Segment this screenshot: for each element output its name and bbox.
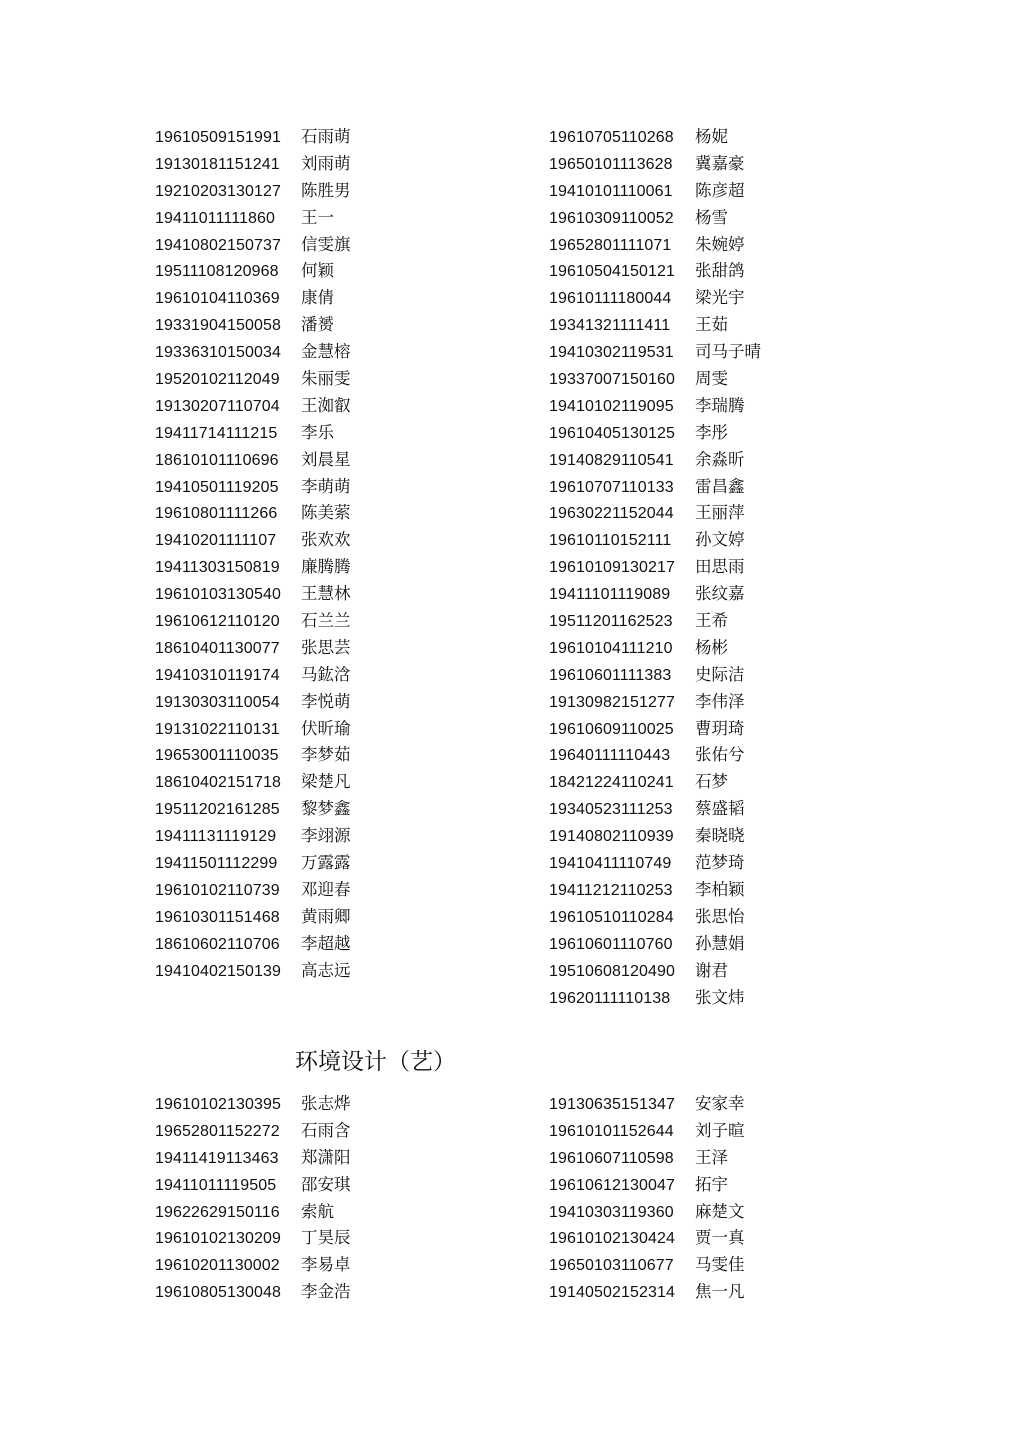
student-id: 19410501119205	[155, 478, 279, 496]
student-id: 18610101110696	[155, 451, 279, 469]
student-id: 19410102119095	[549, 397, 674, 415]
roster-row	[155, 232, 351, 259]
roster-row	[549, 742, 761, 769]
roster-row	[549, 1145, 745, 1172]
student-name: 廉腾腾	[301, 557, 351, 577]
student-name: 刘雨萌	[301, 153, 351, 173]
student-id: 19652801152272	[155, 1122, 280, 1140]
student-id: 19610104110369	[155, 290, 280, 308]
student-id: 19337007150160	[549, 371, 675, 389]
roster-row	[549, 178, 761, 205]
student-id: 19610707110133	[549, 478, 674, 496]
student-name: 李梦茹	[301, 745, 351, 765]
roster-row	[155, 1172, 351, 1199]
student-id: 19411501112299	[155, 855, 278, 873]
student-id: 19610110152111	[549, 532, 672, 550]
student-id: 19610607110598	[549, 1149, 674, 1167]
student-name: 张文炜	[695, 987, 745, 1007]
student-name: 孙慧娟	[695, 933, 745, 953]
student-id: 19620111110138	[549, 989, 671, 1007]
student-id: 19610509151991	[155, 129, 281, 146]
roster-row	[549, 474, 761, 501]
student-name: 刘子暄	[695, 1120, 745, 1140]
student-id: 19610301151468	[155, 908, 280, 926]
student-id: 19410302119531	[549, 344, 674, 362]
roster-row	[155, 877, 351, 904]
roster-row	[155, 769, 351, 796]
student-name: 李乐	[301, 422, 334, 442]
student-id: 19510608120490	[549, 962, 675, 980]
student-id: 19410402150139	[155, 962, 281, 980]
student-id: 19630221152044	[549, 505, 674, 523]
section1-right-column	[549, 124, 761, 1011]
student-name: 陈彦超	[695, 180, 745, 200]
student-name: 王茹	[695, 315, 728, 335]
student-id: 19610705110268	[549, 129, 674, 146]
section1-left-column	[155, 124, 351, 985]
student-name: 伏昕瑜	[301, 718, 351, 738]
student-id: 19140829110541	[549, 451, 674, 469]
roster-row	[155, 285, 351, 312]
student-name: 曹玥琦	[695, 718, 745, 738]
student-id: 19610102110739	[155, 881, 280, 899]
student-name: 黄雨卿	[301, 906, 351, 926]
roster-row	[155, 958, 351, 985]
roster-row	[549, 258, 761, 285]
roster-row	[155, 312, 351, 339]
roster-row	[155, 904, 351, 931]
student-name: 石雨萌	[301, 127, 351, 146]
roster-row	[549, 985, 761, 1012]
roster-row	[549, 1199, 745, 1226]
student-id: 19130303110054	[155, 693, 280, 711]
student-name: 高志远	[301, 960, 351, 980]
student-id: 19610201130002	[155, 1257, 280, 1275]
student-name: 周雯	[695, 369, 728, 389]
section-heading: 环境设计（艺）	[295, 1049, 456, 1075]
student-name: 余淼昕	[695, 449, 745, 469]
roster-row	[155, 205, 351, 232]
roster-row	[155, 1118, 351, 1145]
roster-row	[549, 124, 761, 151]
roster-row	[549, 1091, 745, 1118]
roster-row	[155, 366, 351, 393]
section2-left-column	[155, 1091, 351, 1306]
student-id: 19610109130217	[549, 559, 675, 577]
student-name: 张志烨	[301, 1094, 351, 1113]
student-name: 李翊源	[301, 826, 351, 846]
student-name: 蔡盛韬	[695, 799, 745, 819]
student-id: 19610104111210	[549, 639, 673, 657]
student-id: 19610601110760	[549, 935, 673, 953]
roster-row	[155, 608, 351, 635]
roster-row	[549, 581, 761, 608]
student-name: 万露露	[301, 853, 351, 873]
student-id: 19610102130395	[155, 1096, 281, 1113]
roster-row	[549, 554, 761, 581]
roster-row	[549, 339, 761, 366]
student-name: 张欢欢	[301, 530, 351, 550]
roster-row	[549, 1118, 745, 1145]
student-name: 梁光宇	[695, 288, 745, 308]
student-name: 梁楚凡	[301, 772, 351, 792]
roster-row	[155, 662, 351, 689]
student-name: 贾一真	[695, 1228, 745, 1248]
roster-row	[549, 232, 761, 259]
student-id: 19411212110253	[549, 881, 673, 899]
roster-row	[155, 716, 351, 743]
student-name: 王一	[301, 207, 334, 227]
student-name: 张思芸	[301, 637, 351, 657]
student-id: 19520102112049	[155, 371, 280, 389]
student-id: 19411011119505	[155, 1176, 277, 1194]
roster-row	[549, 527, 761, 554]
student-id: 19410201111107	[155, 532, 277, 550]
student-id: 19650101113628	[549, 155, 673, 173]
student-id: 19130207110704	[155, 397, 280, 415]
student-name: 陈美萦	[301, 503, 351, 523]
student-id: 19511201162523	[549, 613, 673, 631]
student-id: 19610504150121	[549, 263, 675, 281]
student-id: 19130181151241	[155, 155, 280, 173]
roster-row	[549, 958, 761, 985]
student-name: 金慧榕	[301, 342, 351, 362]
roster-row	[549, 420, 761, 447]
roster-row	[549, 1279, 745, 1306]
student-name: 石雨含	[301, 1120, 351, 1140]
student-name: 冀嘉豪	[695, 153, 745, 173]
roster-row	[549, 366, 761, 393]
student-name: 张思怡	[695, 906, 745, 926]
student-name: 史际洁	[695, 664, 745, 684]
roster-row	[549, 716, 761, 743]
student-id: 19140802110939	[549, 828, 674, 846]
student-id: 19610101152644	[549, 1122, 674, 1140]
student-name: 信雯旗	[301, 234, 351, 254]
student-id: 19410411110749	[549, 855, 672, 873]
roster-row	[549, 931, 761, 958]
student-name: 马雯佳	[695, 1255, 745, 1275]
roster-row	[549, 635, 761, 662]
student-name: 孙文婷	[695, 530, 745, 550]
student-id: 18421224110241	[549, 774, 674, 792]
roster-row	[155, 474, 351, 501]
student-name: 司马子晴	[695, 342, 761, 362]
student-name: 潘赟	[301, 315, 334, 335]
student-name: 石梦	[695, 772, 728, 792]
student-name: 李萌萌	[301, 476, 351, 496]
student-name: 石兰兰	[301, 611, 351, 631]
student-name: 拓宇	[695, 1174, 728, 1194]
student-id: 19610510110284	[549, 908, 674, 926]
student-name: 邵安琪	[301, 1174, 351, 1194]
roster-row	[549, 205, 761, 232]
student-id: 19610612130047	[549, 1176, 675, 1194]
student-name: 康倩	[301, 288, 334, 308]
student-name: 何颖	[301, 261, 334, 281]
roster-row	[549, 608, 761, 635]
roster-row	[549, 877, 761, 904]
student-name: 李彤	[695, 422, 728, 442]
roster-row	[155, 500, 351, 527]
student-name: 张佑兮	[695, 745, 745, 765]
student-name: 李伟泽	[695, 691, 745, 711]
student-name: 陈胜男	[301, 180, 351, 200]
student-id: 19341321111411	[549, 317, 671, 335]
roster-row	[155, 420, 351, 447]
roster-row	[549, 904, 761, 931]
roster-row	[549, 769, 761, 796]
student-id: 19610801111266	[155, 505, 278, 523]
roster-row	[155, 339, 351, 366]
student-name: 张甜鸽	[695, 261, 745, 281]
student-id: 19650103110677	[549, 1257, 674, 1275]
roster-row	[155, 635, 351, 662]
roster-row	[155, 527, 351, 554]
student-id: 19653001110035	[155, 747, 279, 765]
student-name: 范梦琦	[695, 853, 745, 873]
roster-row	[549, 689, 761, 716]
student-id: 19511108120968	[155, 263, 279, 281]
student-id: 19411101119089	[549, 586, 671, 604]
roster-row	[155, 447, 351, 474]
roster-row	[549, 850, 761, 877]
roster-row	[549, 285, 761, 312]
student-name: 李柏颖	[695, 879, 745, 899]
student-id: 19652801111071	[549, 236, 672, 254]
student-id: 18610602110706	[155, 935, 280, 953]
roster-row	[155, 178, 351, 205]
student-id: 19410310119174	[155, 666, 280, 684]
roster-row	[155, 1252, 351, 1279]
student-id: 19131022110131	[155, 720, 280, 738]
student-id: 19340523111253	[549, 801, 673, 819]
student-id: 18610401130077	[155, 639, 280, 657]
student-name: 田思雨	[695, 557, 745, 577]
student-name: 丁昊辰	[301, 1228, 351, 1248]
student-id: 19622629150116	[155, 1203, 280, 1221]
student-id: 19410802150737	[155, 236, 281, 254]
roster-row	[549, 312, 761, 339]
student-id: 19140502152314	[549, 1284, 675, 1302]
student-id: 19410303119360	[549, 1203, 674, 1221]
student-name: 杨妮	[695, 127, 728, 146]
student-id: 19130982151277	[549, 693, 675, 711]
student-name: 王希	[695, 611, 728, 631]
student-id: 19411011111860	[155, 209, 276, 227]
roster-row	[155, 554, 351, 581]
student-name: 张纹嘉	[695, 584, 745, 604]
roster-row	[549, 1252, 745, 1279]
student-name: 朱婉婷	[695, 234, 745, 254]
roster-row	[549, 151, 761, 178]
student-name: 王泽	[695, 1147, 728, 1167]
roster-row	[549, 662, 761, 689]
roster-row	[155, 151, 351, 178]
student-id: 19610609110025	[549, 720, 674, 738]
roster-row	[155, 823, 351, 850]
roster-row	[549, 823, 761, 850]
student-id: 19610612110120	[155, 613, 280, 631]
student-id: 19331904150058	[155, 317, 281, 335]
roster-row	[155, 1091, 351, 1118]
roster-row	[155, 258, 351, 285]
roster-row	[549, 447, 761, 474]
student-id: 19610103130540	[155, 586, 281, 604]
student-id: 19610405130125	[549, 424, 675, 442]
student-id: 19610601111383	[549, 666, 672, 684]
student-id: 19210203130127	[155, 182, 281, 200]
student-name: 麻楚文	[695, 1201, 745, 1221]
student-name: 李金浩	[301, 1282, 351, 1302]
roster-row	[155, 1225, 351, 1252]
student-name: 李易卓	[301, 1255, 351, 1275]
roster-row	[549, 500, 761, 527]
roster-row	[155, 931, 351, 958]
roster-row	[549, 1172, 745, 1199]
student-name: 李悦萌	[301, 691, 351, 711]
student-id: 19410101110061	[549, 182, 673, 200]
roster-row	[549, 393, 761, 420]
student-name: 杨彬	[695, 637, 728, 657]
roster-row	[155, 1279, 351, 1306]
roster-row	[549, 1225, 745, 1252]
student-id: 19511202161285	[155, 801, 280, 819]
student-name: 王慧林	[301, 584, 351, 604]
roster-row	[155, 393, 351, 420]
student-name: 焦一凡	[695, 1282, 745, 1302]
roster-row	[155, 796, 351, 823]
roster-row	[155, 689, 351, 716]
student-id: 19130635151347	[549, 1096, 675, 1113]
student-id: 19610102130209	[155, 1230, 281, 1248]
student-name: 朱丽雯	[301, 369, 351, 389]
student-id: 18610402151718	[155, 774, 281, 792]
student-name: 马鈜浛	[301, 664, 351, 684]
student-name: 安家幸	[695, 1094, 745, 1113]
roster-row	[155, 1145, 351, 1172]
student-name: 刘晨星	[301, 449, 351, 469]
student-name: 谢君	[695, 960, 728, 980]
roster-row	[155, 742, 351, 769]
roster-row	[155, 124, 351, 151]
student-id: 19610309110052	[549, 209, 674, 227]
student-name: 王洳叡	[301, 395, 351, 415]
student-name: 邓迎春	[301, 879, 351, 899]
student-id: 19610805130048	[155, 1284, 281, 1302]
student-id: 19411131119129	[155, 828, 277, 846]
student-id: 19640111110443	[549, 747, 671, 765]
student-name: 秦晓晓	[695, 826, 745, 846]
student-name: 郑潇阳	[301, 1147, 351, 1167]
student-name: 李瑞腾	[695, 395, 745, 415]
student-id: 19610102130424	[549, 1230, 675, 1248]
student-id: 19610111180044	[549, 290, 672, 308]
student-name: 王丽萍	[695, 503, 745, 523]
roster-row	[155, 1199, 351, 1226]
roster-row	[155, 850, 351, 877]
roster-row	[155, 581, 351, 608]
roster-row	[549, 796, 761, 823]
student-id: 19411419113463	[155, 1149, 279, 1167]
student-name: 雷昌鑫	[695, 476, 745, 496]
student-name: 李超越	[301, 933, 351, 953]
student-name: 黎梦鑫	[301, 799, 351, 819]
student-id: 19411303150819	[155, 559, 280, 577]
section2-right-column	[549, 1091, 745, 1306]
student-name: 索航	[301, 1201, 334, 1221]
student-id: 19411714111215	[155, 424, 278, 442]
student-id: 19336310150034	[155, 344, 281, 362]
student-name: 杨雪	[695, 207, 728, 227]
